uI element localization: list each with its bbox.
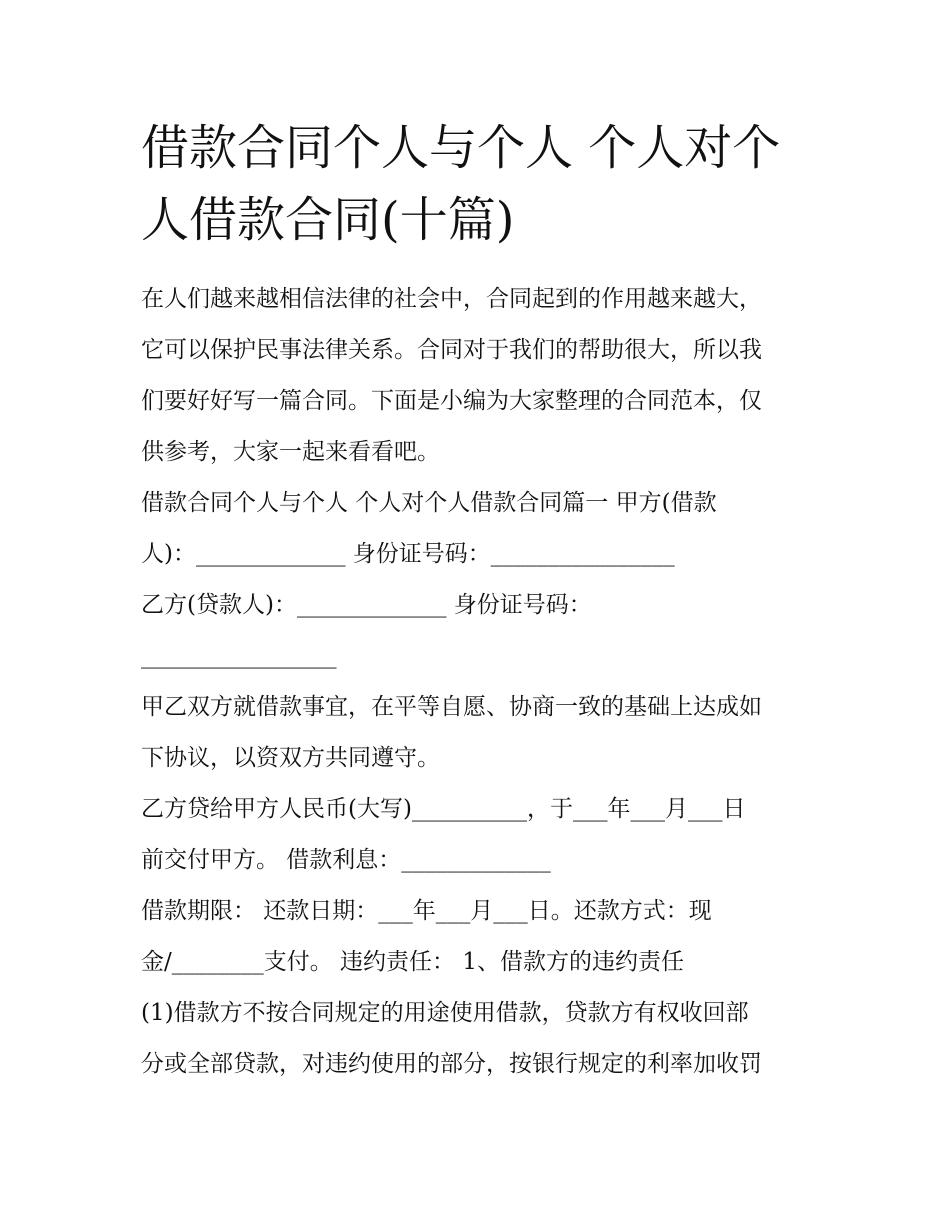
text-line: 分或全部贷款，对违约使用的部分，按银行规定的利率加收罚 [141, 1051, 762, 1077]
text-line: 供参考，大家一起来看看吧。 [141, 439, 440, 465]
document-page [141, 112, 811, 1090]
document-title [141, 112, 811, 256]
text-line: 它可以保护民事法律关系。合同对于我们的帮助很大，所以我 [141, 337, 762, 363]
text-line: 下协议，以资双方共同遵守。 [141, 745, 440, 771]
title-line: 借款合同个人与个人 个人对个 [141, 120, 781, 176]
text-line: 乙方贷给甲方人民币(大写)__________，于___年___月___日 [141, 796, 746, 822]
text-line: 人)：_____________ 身份证号码：________________ [141, 541, 675, 567]
text-line: 甲乙双方就借款事宜，在平等自愿、协商一致的基础上达成如 [141, 694, 762, 720]
text-line: _________________ [141, 643, 337, 669]
text-line: 们要好好写一篇合同。下面是小编为大家整理的合同范本，仅 [141, 388, 762, 414]
text-line: 借款合同个人与个人 个人对个人借款合同篇一 甲方(借款 [141, 490, 717, 516]
text-line: 金/________支付。 违约责任： 1、借款方的违约责任 [141, 949, 685, 975]
text-line: 前交付甲方。 借款利息：_____________ [141, 847, 551, 873]
agreement-paragraph [141, 682, 811, 1090]
title-line: 人借款合同(十篇) [141, 192, 515, 248]
text-line: 在人们越来越相信法律的社会中，合同起到的作用越来越大， [141, 286, 762, 312]
text-line: (1)借款方不按合同规定的用途使用借款，贷款方有权收回部 [141, 1000, 749, 1026]
text-line: 借款期限： 还款日期：___年___月___日。还款方式：现 [141, 898, 712, 924]
contract-parties-paragraph [141, 478, 811, 682]
text-line: 乙方(贷款人)：_____________ 身份证号码： [141, 592, 592, 618]
intro-paragraph [141, 274, 811, 478]
